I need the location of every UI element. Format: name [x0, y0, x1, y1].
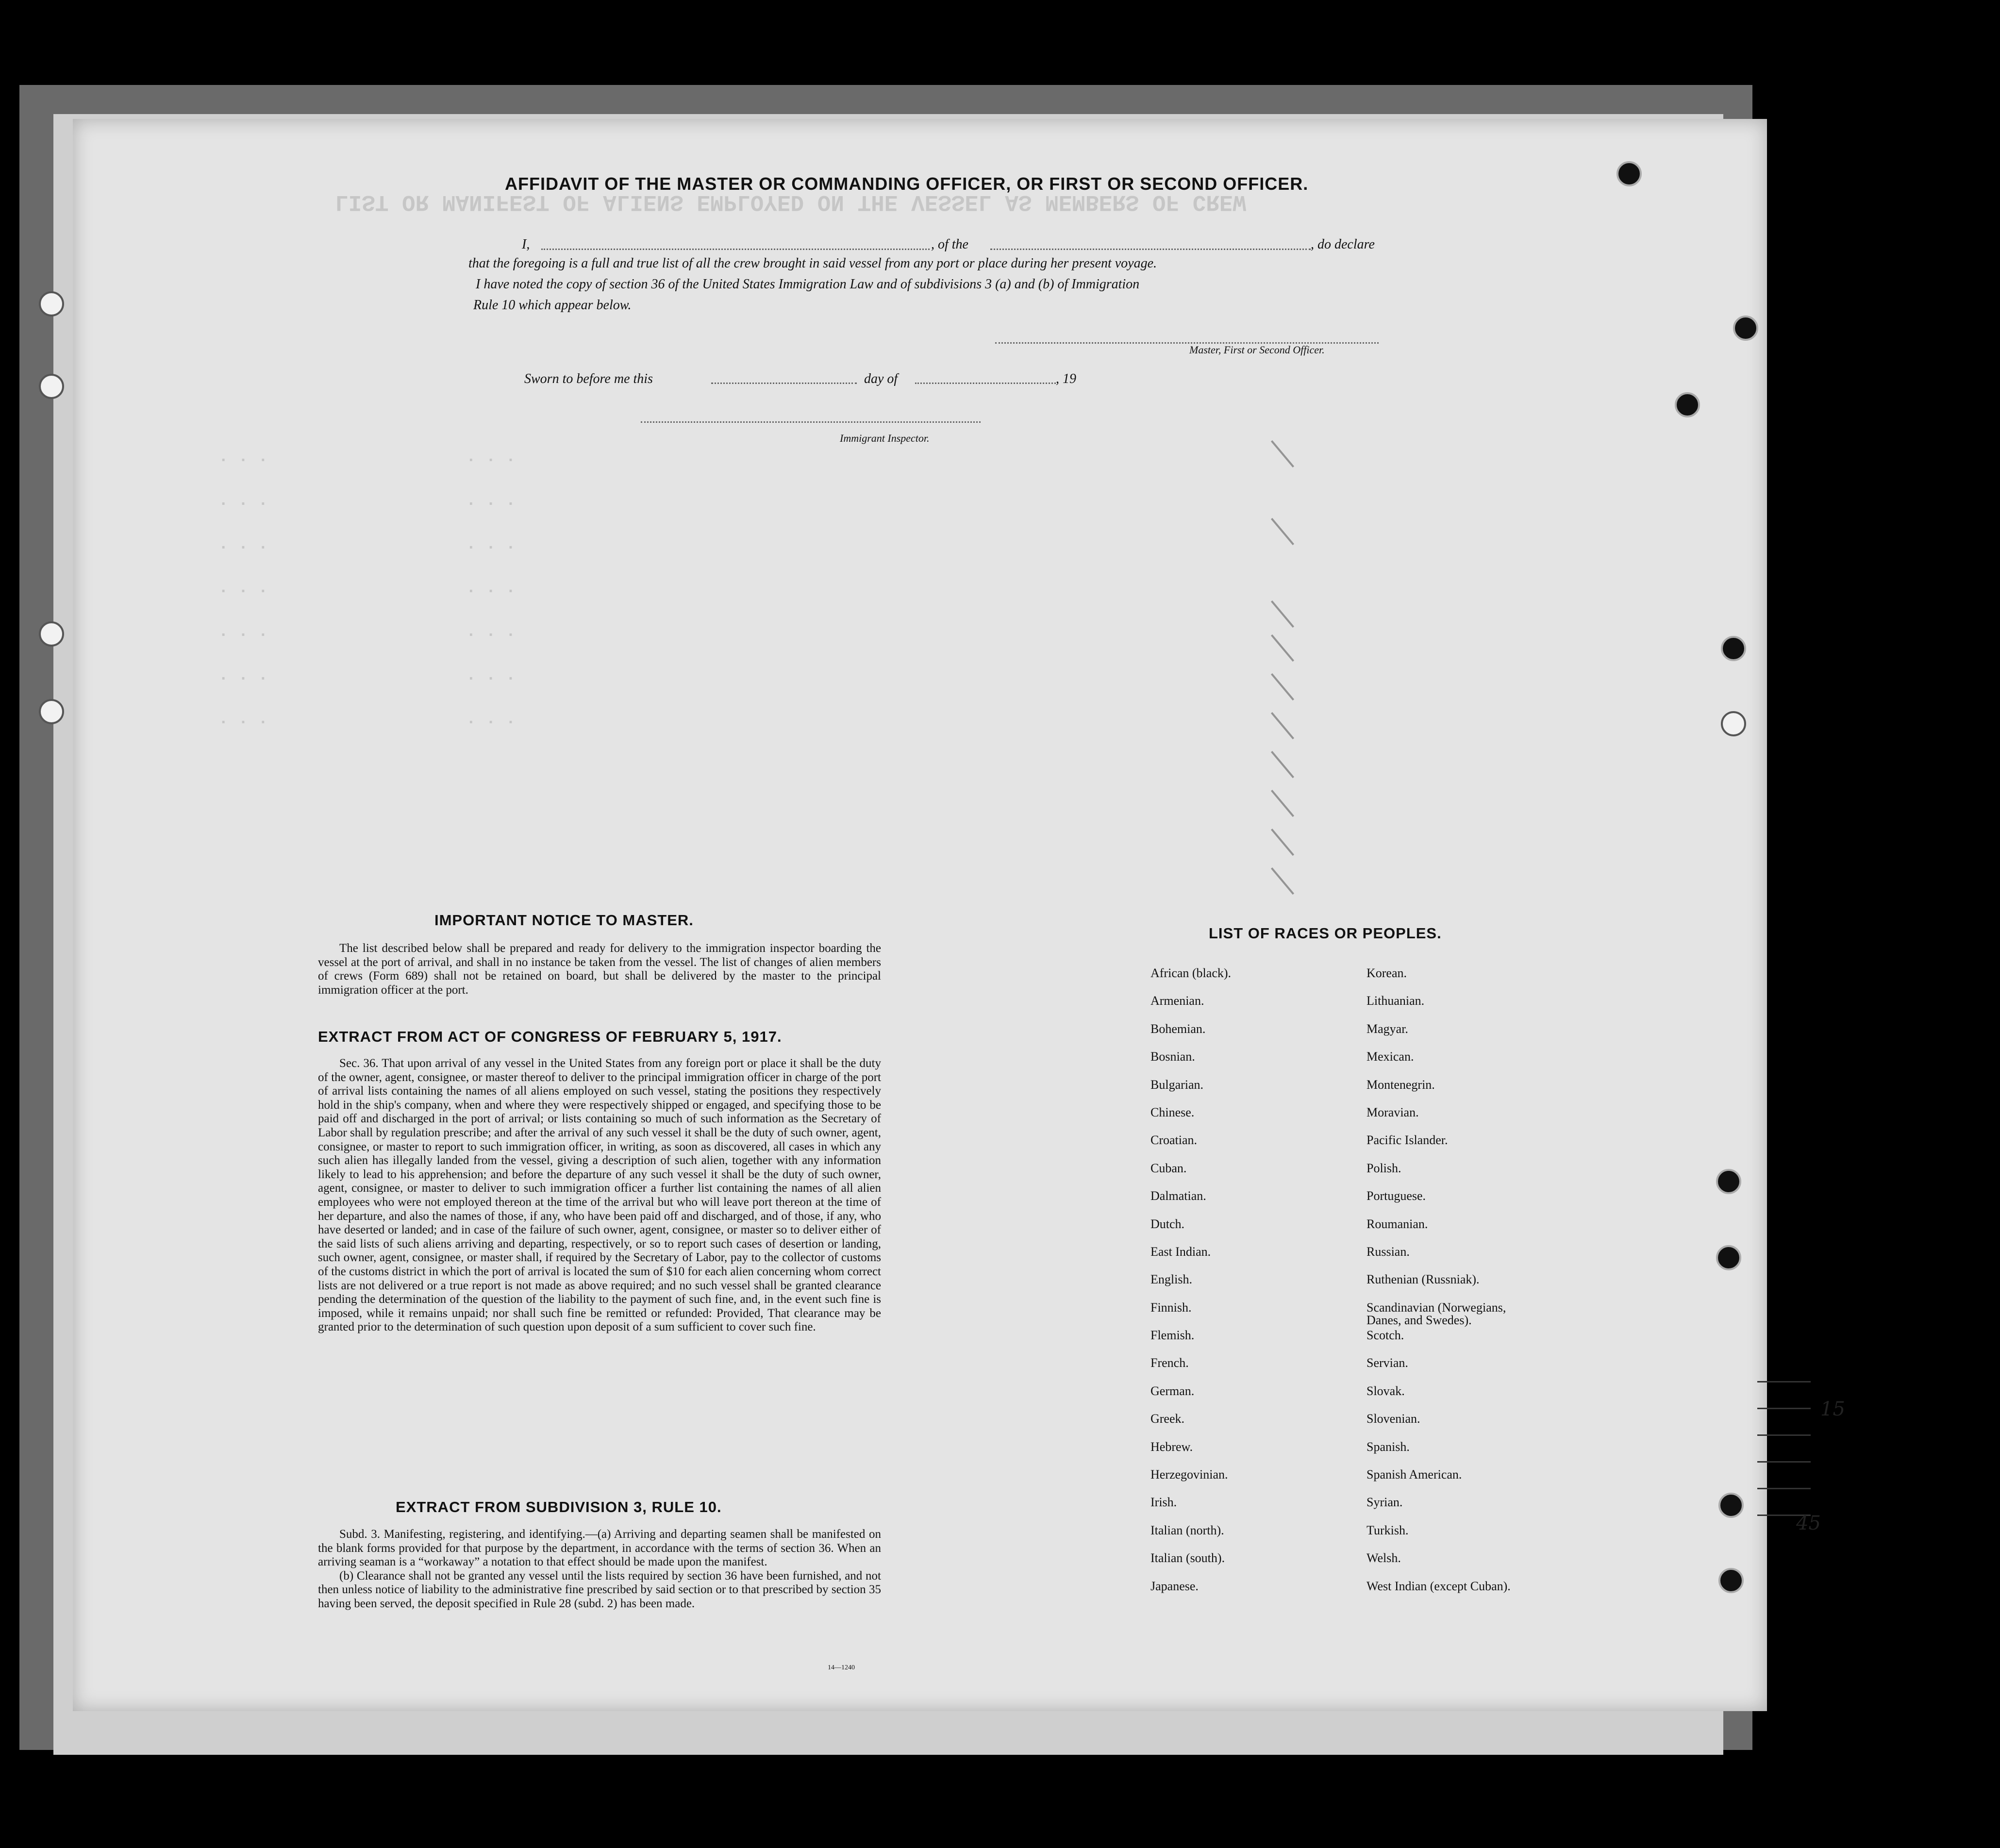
year-label: , 19 [1056, 371, 1076, 386]
race-item: Croatian. [1150, 1133, 1198, 1148]
act-text: Sec. 36. That upon arrival of any vessel in the United States from any foreign port or place it shall be the duty of the owner, agent, consignee, or master thereof to deliver to the principal immigration officer in charge of the port of arrival lists containing the names of all aliens employed on such vessel, stating the positions they respectively hold in the ship's company, when and where they were respectively shipped or engaged, and specifying those to be paid off and discharged in the port of arrival; or lists containing so much of such information as the Secretary of Labor shall by regulation prescribe; and after the arrival of any such vessel it shall be the duty of such owner, agent, consignee, or master to report to such immigration officer, in writing, as soon as discovered, all cases in which any such alien has illegally landed from the vessel, giving a description of such alien, together with any information likely to lead to his apprehension; and before the departure of any such vessel it shall be the duty of such owner, agent, consignee, or master to deliver to such immigration officer a further list containing the names of all alien employees who were not employed thereon at the time of the arrival but who will leave port thereon at the time of her departure, and also the names of those, if any, who have been paid off and discharged, and of those, if any, who have deserted or landed; and in case of the failure of such owner, agent, consignee, or master so to deliver either of the said lists of such aliens arriving and departing, respectively, or so to report such cases of desertion or landing, such owner, agent, consignee, or master shall, if required by the Secretary of Labor, pay to the collector of customs of the customs district in which the port of arrival is located the sum of $10 for each alien concerning whom correct lists are not delivered or a true report is not made as above required; and no such vessel shall be granted clearance pending the determination of the question of the liability to the payment of such fine, and, in the event such fine is imposed, while it remains unpaid; nor shall such fine be remitted or refunded: Provided, That clearance may be granted prior to the determination of such question upon deposit of a sum sufficient to cover such fine. [318, 1057, 881, 1334]
binder-hole [1721, 711, 1746, 736]
race-item: Scandinavian (Norwegians, Danes, and Swedes). [1367, 1300, 1506, 1327]
affidavit-line-2: that the foregoing is a full and true list of all the crew brought in said vessel from any port or place during her present voyage. [468, 256, 1157, 271]
races-title: LIST OF RACES OR PEOPLES. [1209, 925, 1442, 942]
rule-body [318, 1528, 881, 1611]
race-item: Bohemian. [1150, 1021, 1206, 1036]
inspector-signature-line [641, 421, 981, 423]
act-body [318, 1057, 881, 1334]
notice-title: IMPORTANT NOTICE TO MASTER. [434, 912, 694, 929]
race-item: Scotch. [1367, 1328, 1404, 1343]
race-item: German. [1150, 1383, 1195, 1398]
master-signature-label: Master, First or Second Officer. [1189, 344, 1325, 356]
race-item: Magyar. [1367, 1021, 1408, 1036]
margin-tick [1757, 1381, 1811, 1382]
race-item: African (black). [1150, 966, 1232, 980]
name-blank [541, 249, 930, 250]
binder-hole [39, 291, 64, 316]
handwritten-mark-1: 15 [1820, 1398, 1845, 1420]
races-left-column [1150, 967, 1231, 1608]
race-item: Slovenian. [1367, 1412, 1420, 1426]
race-item: Montenegrin. [1367, 1077, 1435, 1092]
binder-hole [1675, 392, 1700, 417]
affidavit-do-declare-label: , do declare [1311, 237, 1375, 252]
handwritten-mark-2: 45 [1796, 1512, 1821, 1534]
binder-hole [1716, 1245, 1741, 1270]
race-item: Turkish. [1367, 1523, 1409, 1537]
race-item: Spanish American. [1367, 1467, 1462, 1482]
race-item: Syrian. [1367, 1495, 1403, 1510]
race-item: Irish. [1150, 1495, 1177, 1510]
race-item: Spanish. [1367, 1439, 1410, 1454]
margin-tick [1757, 1461, 1811, 1463]
margin-tick [1757, 1408, 1811, 1409]
affidavit-of-the-label: , of the [931, 237, 968, 252]
sworn-label: Sworn to before me this [524, 371, 653, 386]
race-item: Slovak. [1367, 1383, 1405, 1398]
race-item: French. [1150, 1356, 1189, 1370]
race-item: West Indian (except Cuban). [1367, 1579, 1511, 1593]
race-item: Flemish. [1150, 1328, 1195, 1343]
race-item: Herzegovinian. [1150, 1467, 1228, 1482]
race-item: Italian (north). [1150, 1523, 1224, 1537]
binder-hole [1733, 316, 1758, 341]
rule-para-a: Subd. 3. Manifesting, registering, and identifying.—(a) Arriving and departing seamen shall be manifested on the blank forms provided for that purpose by the department, in accordance with the terms of section 36. When an arriving seaman is a “workaway” a notation to that effect should be made upon the manifest. [318, 1528, 881, 1569]
document-page [73, 119, 1767, 1711]
affidavit-line-3: I have noted the copy of section 36 of the United States Immigration Law and of subdivisions 3 (a) and (b) of Immigration [476, 277, 1140, 292]
act-title: EXTRACT FROM ACT OF CONGRESS OF FEBRUARY 5, 1917. [318, 1028, 782, 1045]
race-item: Italian (south). [1150, 1551, 1225, 1565]
race-item: Greek. [1150, 1412, 1185, 1426]
race-item: Chinese. [1150, 1105, 1195, 1119]
race-item: Finnish. [1150, 1300, 1192, 1315]
month-blank [915, 383, 1056, 384]
affidavit-title: AFFIDAVIT OF THE MASTER OR COMMANDING OFFICER, OR FIRST OR SECOND OFFICER. [505, 174, 1309, 194]
affidavit-i-label: I, [522, 237, 530, 252]
day-of-label: day of [864, 371, 898, 386]
binder-hole [39, 621, 64, 647]
notice-body [318, 942, 881, 997]
binder-hole [1718, 1568, 1744, 1593]
race-item: Russian. [1367, 1244, 1410, 1259]
race-item: Servian. [1367, 1356, 1408, 1370]
race-item: Moravian. [1367, 1105, 1419, 1119]
race-item: Cuban. [1150, 1161, 1187, 1175]
race-item: Hebrew. [1150, 1439, 1193, 1454]
race-item: Ruthenian (Russniak). [1367, 1272, 1480, 1287]
race-item: Portuguese. [1367, 1189, 1426, 1203]
race-item: Bulgarian. [1150, 1077, 1204, 1092]
binder-hole [39, 374, 64, 399]
day-blank [711, 383, 857, 384]
binder-hole [39, 699, 64, 724]
race-item: English. [1150, 1272, 1192, 1287]
binder-hole [1718, 1493, 1744, 1518]
margin-tick [1757, 1434, 1811, 1436]
binder-hole [1617, 161, 1642, 186]
margin-tick [1757, 1488, 1811, 1489]
race-item: Mexican. [1367, 1049, 1414, 1064]
race-item: Polish. [1367, 1161, 1401, 1175]
vessel-blank [990, 249, 1311, 250]
rule-para-b: (b) Clearance shall not be granted any vessel until the lists required by section 36 have been furnished, and not then unless notice of liability to the administrative fine prescribed by said section or to that prescribed by section 35 having been served, the deposit specified in Rule 28 (subd. 2) has been made. [318, 1569, 881, 1610]
race-item: Japanese. [1150, 1579, 1199, 1593]
race-item: Lithuanian. [1367, 994, 1425, 1008]
form-number: 14—1240 [828, 1664, 855, 1671]
race-item: Dutch. [1150, 1216, 1185, 1231]
inspector-label: Immigrant Inspector. [840, 432, 930, 444]
race-item: Roumanian. [1367, 1216, 1428, 1231]
race-item: Welsh. [1367, 1551, 1401, 1565]
races-right-column [1367, 967, 1511, 1608]
race-item: Dalmatian. [1150, 1189, 1206, 1203]
binder-hole [1716, 1169, 1741, 1194]
race-item: Pacific Islander. [1367, 1133, 1448, 1148]
race-item: Armenian. [1150, 994, 1204, 1008]
rule-title: EXTRACT FROM SUBDIVISION 3, RULE 10. [396, 1498, 722, 1515]
race-item: East Indian. [1150, 1244, 1211, 1259]
notice-text: The list described below shall be prepared and ready for delivery to the immigration inspector boarding the vessel at the port of arrival, and shall in no instance be taken from the vessel. The list of changes of alien members of crews (Form 689) shall not be retained on board, but shall be delivered by the master to the principal immigration officer at the port. [318, 942, 881, 997]
affidavit-line-4: Rule 10 which appear below. [473, 298, 632, 313]
binder-hole [1721, 636, 1746, 661]
race-item: Korean. [1367, 966, 1407, 980]
race-item: Bosnian. [1150, 1049, 1195, 1064]
